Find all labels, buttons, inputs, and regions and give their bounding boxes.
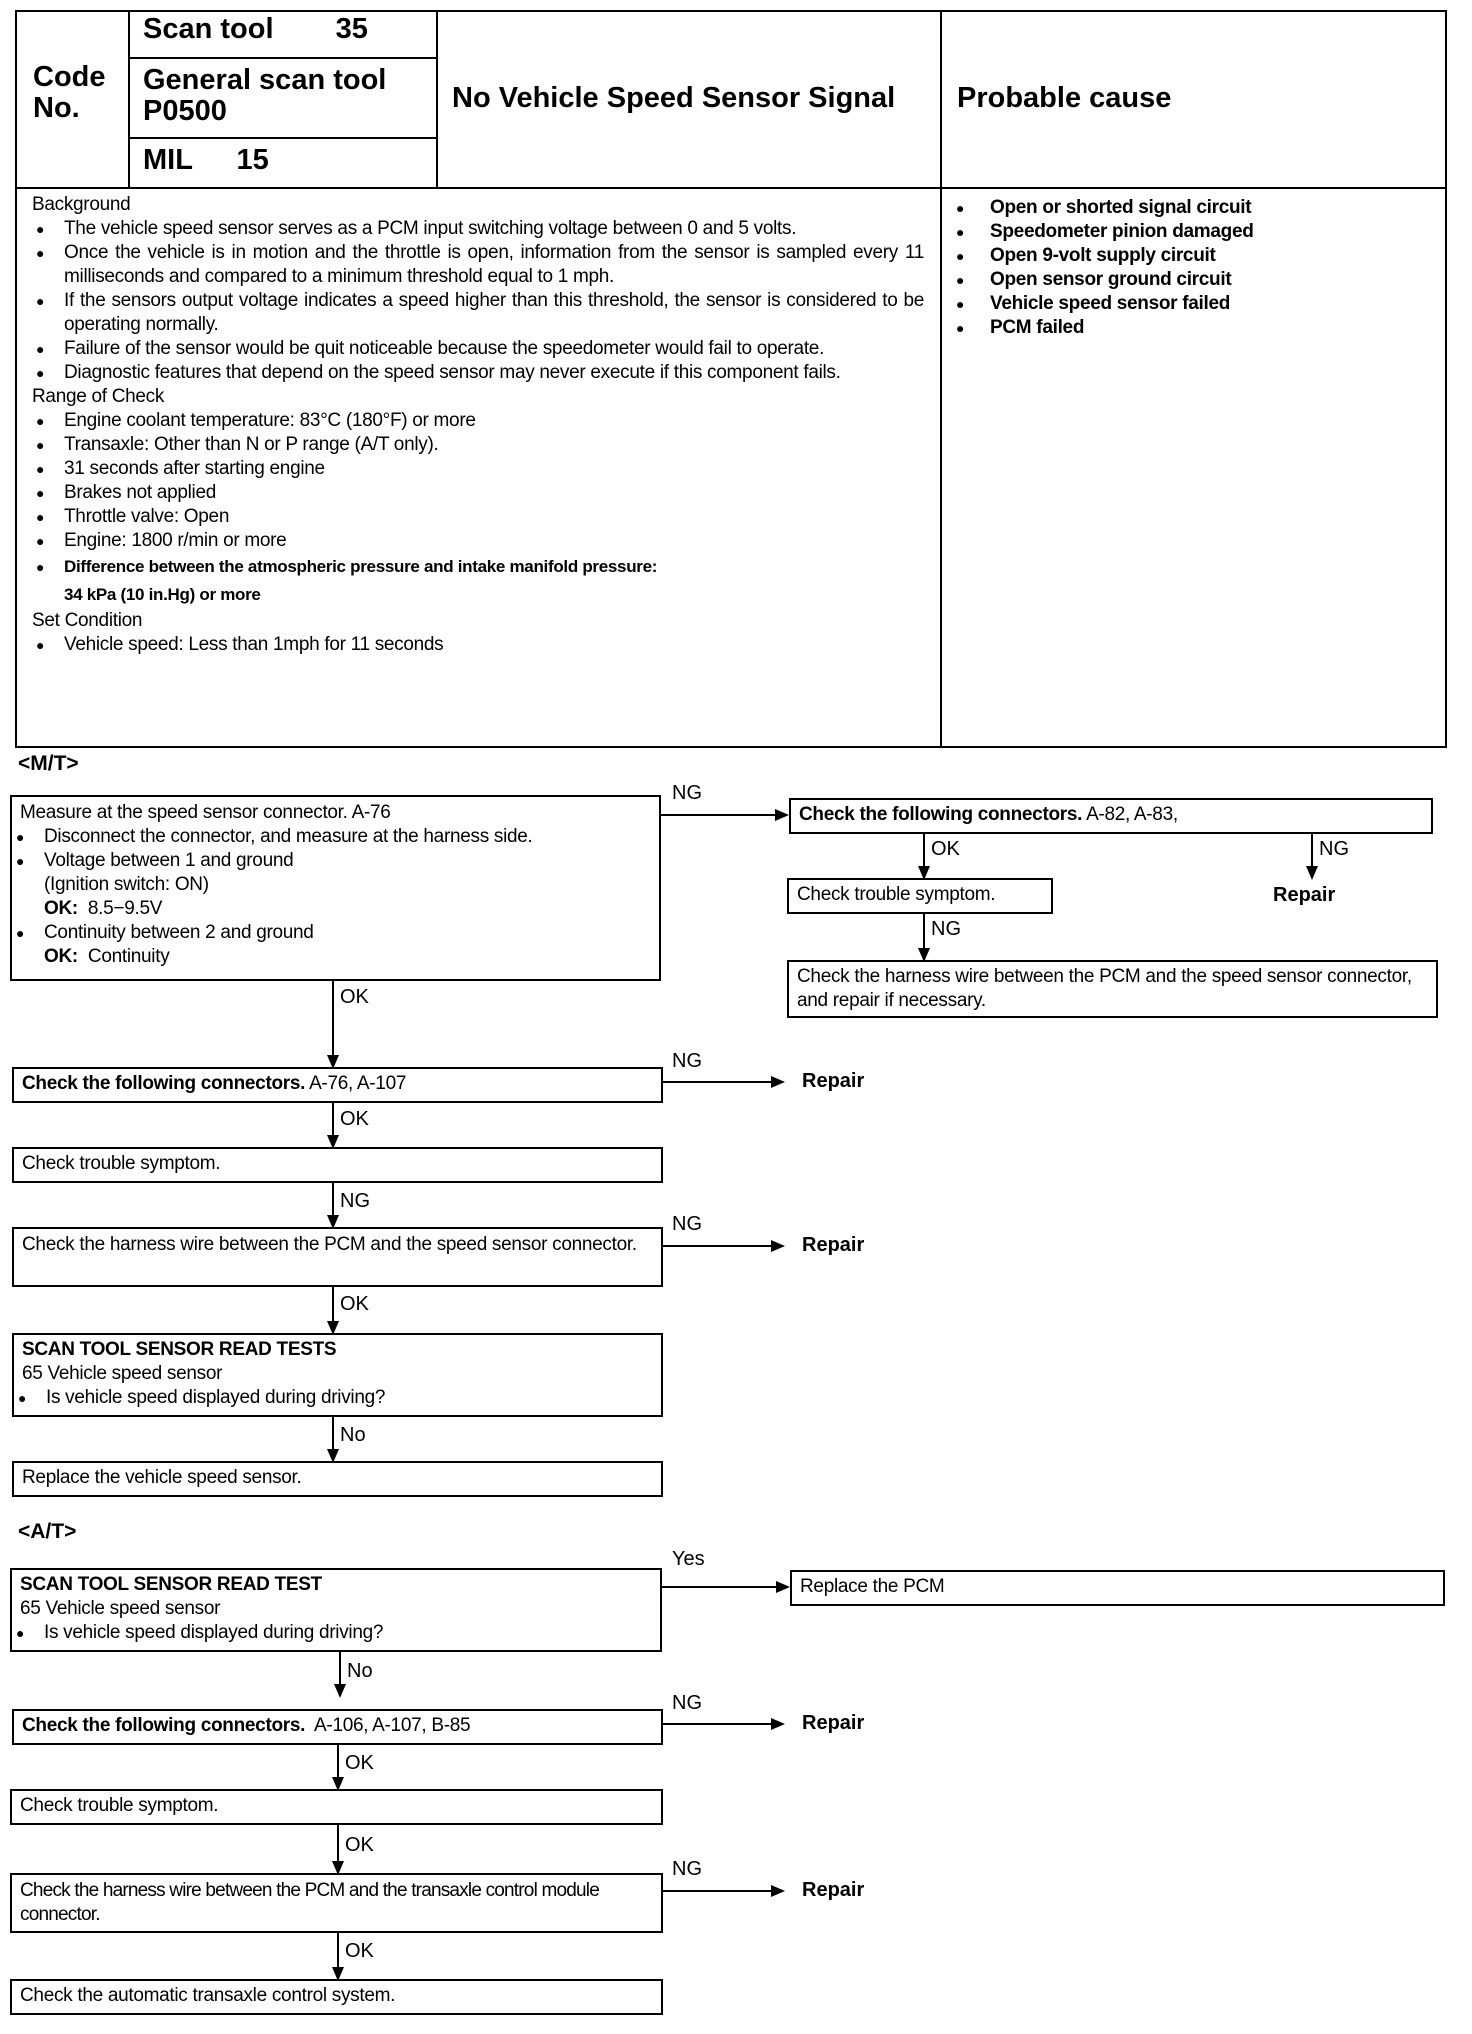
probable-cause-list [952, 196, 1432, 340]
general-scan-tool-value: P0500 [143, 95, 227, 127]
arrow-right [662, 1586, 788, 1588]
at-step1-list [12, 1621, 652, 1645]
at-step1-line2: 65 Vehicle speed sensor [20, 1598, 221, 1619]
mt-step1-ok-line [44, 897, 651, 921]
mt-step3-text: Check trouble symptom. [22, 1153, 221, 1174]
arrow-down [923, 914, 925, 960]
mt-step1-ok-line [44, 945, 651, 969]
background-item: ● The vehicle speed sensor serves as a PCM input switching voltage between 0 and 5 volts. [32, 217, 924, 241]
divider [128, 137, 438, 139]
probable-cause-item: ● Vehicle speed sensor failed [952, 292, 1432, 316]
at-step4-repair: Repair [802, 1879, 865, 1901]
mt-step1-title: Measure at the speed sensor connector. A-76 [20, 802, 391, 823]
arrow-down [923, 834, 925, 878]
mil-label [143, 145, 269, 176]
ok-value: Continuity [87, 946, 170, 967]
mt-step4-repair: Repair [802, 1234, 865, 1256]
at-section-label: <A/T> [18, 1520, 77, 1543]
probable-cause-item: ● Open 9-volt supply circuit [952, 244, 1432, 268]
arrow-down [1311, 834, 1313, 878]
ng-label: NG [931, 918, 961, 940]
mt-step1-bullet: ● Disconnect the connector, and measure at the harness side. [12, 825, 651, 849]
range-of-check-list [32, 409, 924, 581]
ok-label: OK: [44, 898, 78, 919]
general-scan-tool [143, 65, 386, 127]
arrow-right [663, 1245, 783, 1247]
ng-label: NG [672, 1692, 702, 1714]
at-step4-box [10, 1873, 663, 1933]
divider [128, 10, 130, 188]
at-step5-box [10, 1979, 663, 2015]
divider [940, 10, 942, 748]
mt-step1-bullet [12, 921, 651, 969]
ng-label: NG [340, 1190, 370, 1212]
at-replace-pcm-box [790, 1570, 1445, 1606]
at-step1-bullet: ● Is vehicle speed displayed during driving? [12, 1621, 652, 1645]
set-condition-heading: Set Condition [32, 610, 143, 631]
at-step2-label: Check the following connectors. [22, 1715, 306, 1736]
at-step2-connector-list: A-106, A-107, B-85 [314, 1715, 471, 1736]
probable-cause-item: ● Open sensor ground circuit [952, 268, 1432, 292]
at-step1-box [10, 1568, 662, 1652]
mt-step1-bullet-text: ● Continuity between 2 and ground [44, 922, 314, 943]
mil-value: 15 [236, 144, 269, 176]
mt-step5-list [14, 1386, 653, 1410]
ng-label: NG [672, 1858, 702, 1880]
mt-section-label: <M/T> [18, 752, 79, 775]
mt-step1-bullet-text: ● Voltage between 1 and ground [44, 850, 294, 871]
arrow-right [661, 814, 787, 816]
arrow-down [337, 1745, 339, 1789]
mt-branch-connector-list: A-82, A-83, [1086, 804, 1178, 825]
arrow-down [332, 1183, 334, 1227]
mt-step5-line2: 65 Vehicle speed sensor [22, 1363, 223, 1384]
scan-tool-label [143, 14, 368, 45]
arrow-down [337, 1933, 339, 1979]
set-condition-item: ● Vehicle speed: Less than 1mph for 11 seconds [32, 633, 924, 657]
range-item: ● Throttle valve: Open [32, 505, 924, 529]
at-step4-text: Check the harness wire between the PCM and the transaxle control module connector. [20, 1880, 599, 1925]
ok-value: 8.5−9.5V [87, 898, 163, 919]
ng-label: NG [672, 1050, 702, 1072]
at-step5-text: Check the automatic transaxle control system. [20, 1985, 396, 2006]
mt-step2-label: Check the following connectors. [22, 1073, 306, 1094]
arrow-down [332, 1103, 334, 1147]
mt-step6-box [12, 1461, 663, 1497]
ng-label: NG [672, 782, 702, 804]
mt-branch-harness-text: Check the harness wire between the PCM and the speed sensor connector, and repair if necessary. [797, 966, 1412, 1011]
mt-step3-box [12, 1147, 663, 1183]
ok-label: OK: [44, 946, 78, 967]
mt-step2-repair: Repair [802, 1070, 865, 1092]
mt-branch-trouble-box [787, 878, 1053, 914]
range-item: ● Engine coolant temperature: 83°C (180°F) or more [32, 409, 924, 433]
mt-step4-text: Check the harness wire between the PCM and the speed sensor connector. [22, 1234, 637, 1255]
range-item: ● Difference between the atmospheric pressure and intake manifold pressure: [32, 553, 924, 581]
divider [15, 187, 1447, 189]
mt-step2-connector-list: A-76, A-107 [309, 1073, 407, 1094]
arrow-down [332, 981, 334, 1067]
range-item: ● 31 seconds after starting engine [32, 457, 924, 481]
arrow-down [339, 1652, 341, 1696]
mt-step1-bullet [12, 849, 651, 921]
at-step3-box [10, 1789, 663, 1825]
general-scan-tool-label: General scan tool [143, 64, 387, 96]
at-replace-pcm-text: Replace the PCM [800, 1576, 945, 1597]
ng-label: NG [1319, 838, 1349, 860]
mt-step1-list [12, 825, 651, 969]
yes-label: Yes [672, 1548, 705, 1570]
scan-tool-value: 35 [335, 13, 368, 45]
ok-label: OK [931, 838, 960, 860]
range-of-check-heading: Range of Check [32, 386, 165, 407]
no-label: No [347, 1660, 373, 1682]
range-item-continuation: 34 kPa (10 in.Hg) or more [64, 585, 261, 604]
code-no-label: Code No. [33, 61, 106, 124]
mt-branch-repair: Repair [1273, 884, 1336, 906]
mt-step5-bullet: ● Is vehicle speed displayed during driving? [14, 1386, 653, 1410]
mt-step5-box [12, 1333, 663, 1417]
probable-cause-item: ● Speedometer pinion damaged [952, 220, 1432, 244]
ok-label: OK [345, 1752, 374, 1774]
arrow-down [337, 1825, 339, 1873]
ok-label: OK [345, 1834, 374, 1856]
background-item: ● Failure of the sensor would be quit noticeable because the speedometer would fail to operate. [32, 337, 924, 361]
divider [436, 10, 438, 188]
background-section [32, 193, 924, 657]
divider [128, 57, 438, 59]
ng-label: NG [672, 1213, 702, 1235]
background-item: ● Once the vehicle is in motion and the throttle is open, information from the sensor is sampled every 11 milliseconds and compared to a minimum threshold equal to 1 mph. [32, 241, 924, 289]
arrow-down [332, 1287, 334, 1333]
background-item: ● Diagnostic features that depend on the speed sensor may never execute if this component fails. [32, 361, 924, 385]
background-list [32, 217, 924, 385]
probable-cause-item: ● PCM failed [952, 316, 1432, 340]
mt-branch-check-connectors-box [789, 798, 1433, 834]
mt-branch-check-connectors-label: Check the following connectors. [799, 804, 1083, 825]
probable-cause-item: ● Open or shorted signal circuit [952, 196, 1432, 220]
arrow-right [663, 1890, 783, 1892]
background-heading: Background [32, 194, 131, 215]
ok-label: OK [340, 986, 369, 1008]
scan-tool-text: Scan tool [143, 13, 274, 45]
ok-label: OK [340, 1293, 369, 1315]
mt-step1-box [10, 795, 661, 981]
mil-text: MIL [143, 144, 193, 176]
at-step2-box [12, 1709, 663, 1745]
arrow-right [663, 1723, 783, 1725]
mt-branch-harness-box [787, 960, 1438, 1018]
arrow-right [663, 1081, 783, 1083]
range-item: ● Transaxle: Other than N or P range (A/T only). [32, 433, 924, 457]
no-label: No [340, 1424, 366, 1446]
probable-cause-section [952, 196, 1432, 340]
mt-step4-box [12, 1227, 663, 1287]
at-step2-repair: Repair [802, 1712, 865, 1734]
at-step1-title: SCAN TOOL SENSOR READ TEST [20, 1574, 322, 1595]
ok-label: OK [345, 1940, 374, 1962]
mt-step2-box [12, 1067, 663, 1103]
set-condition-list [32, 633, 924, 657]
ok-label: OK [340, 1108, 369, 1130]
mt-step5-title: SCAN TOOL SENSOR READ TESTS [22, 1339, 337, 1360]
mt-step6-text: Replace the vehicle speed sensor. [22, 1467, 302, 1488]
at-step3-text: Check trouble symptom. [20, 1795, 219, 1816]
page-title: No Vehicle Speed Sensor Signal [452, 82, 896, 114]
probable-cause-heading: Probable cause [957, 82, 1172, 114]
background-item: ● If the sensors output voltage indicates a speed higher than this threshold, the sensor is considered to be operating normally. [32, 289, 924, 337]
mt-step1-bullet-sub: (Ignition switch: ON) [44, 874, 209, 895]
mt-branch-trouble-text: Check trouble symptom. [797, 884, 996, 905]
range-item: ● Engine: 1800 r/min or more [32, 529, 924, 553]
range-item: ● Brakes not applied [32, 481, 924, 505]
arrow-down [332, 1417, 334, 1461]
